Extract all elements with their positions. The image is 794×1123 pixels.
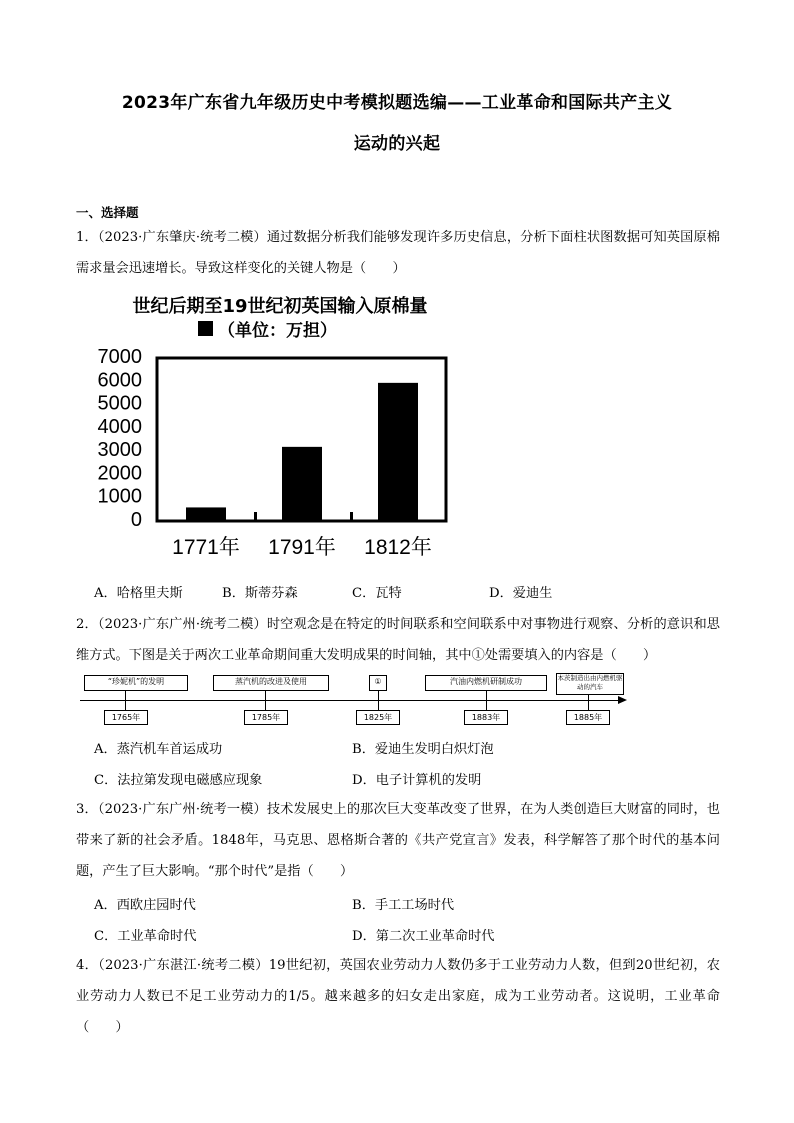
cotton-import-bar-chart xyxy=(80,288,470,568)
q2-option-b[interactable]: B．爱迪生发明白炽灯泡 xyxy=(352,742,494,757)
timeline-connector xyxy=(486,691,487,711)
page-title-line-1: 2023年广东省九年级历史中考模拟题选编——工业革命和国际共产主义 xyxy=(121,93,673,113)
timeline-year-1: 1765年 xyxy=(104,710,148,725)
question-1-text: 1．（2023·广东肇庆·统考二模）通过数据分析我们能够发现许多历史信息，分析下面柱状图数据可知英国原棉需求量会迅速增长。导致这样变化的关键人物是（ ） xyxy=(76,230,720,276)
y-tick-label: 5000 xyxy=(97,392,142,415)
timeline-year-5: 1885年 xyxy=(566,710,610,725)
bar xyxy=(378,383,418,520)
y-tick-label: 2000 xyxy=(97,462,142,485)
x-tick-label: 1771年 xyxy=(172,536,240,559)
category-separator xyxy=(254,512,257,521)
timeline-year-4: 1883年 xyxy=(464,710,508,725)
q2-option-c[interactable]: C．法拉第发现电磁感应现象 xyxy=(94,773,263,788)
y-tick-label: 0 xyxy=(130,509,142,531)
timeline-connector xyxy=(265,691,266,711)
bar xyxy=(186,507,226,520)
question-3-text: 3．（2023·广东广州·统考一模）技术发展史上的那次巨大变革改变了世界，在为人类创造巨大财富的同时，也带来了新的社会矛盾。1848年，马克思、恩格斯合著的《共产党宣言》发表，科学解答了那个时代的基本问题，产生了巨大影响。“那个时代”是指（ ） xyxy=(76,802,720,879)
section-heading-choice: 一、选择题 xyxy=(76,205,139,220)
q3-option-b[interactable]: B．手工工场时代 xyxy=(352,898,455,913)
q1-option-c[interactable]: C．瓦特 xyxy=(352,586,402,601)
q3-option-a[interactable]: A．西欧庄园时代 xyxy=(94,898,196,913)
x-tick-label: 1812年 xyxy=(364,536,432,559)
question-4-text: 4．（2023·广东湛江·统考二模）19世纪初，英国农业劳动力人数仍多于工业劳动力人数，但到20世纪初，农业劳动力人数已不足工业劳动力的1/5。越来越多的妇女走出家庭，成为工业劳动者。这说明，工业革命（ ） xyxy=(76,958,720,1035)
q1-option-b[interactable]: B．斯蒂芬森 xyxy=(222,586,298,601)
question-2-text: 2．（2023·广东广州·统考二模）时空观念是在特定的时间联系和空间联系中对事物进行观察、分析的意识和思维方式。下图是关于两次工业革命期间重大发明成果的时间轴，其中①处需要填入的内容是（ ） xyxy=(76,617,720,663)
y-tick-label: 1000 xyxy=(97,485,142,508)
y-axis-ticks xyxy=(98,346,143,531)
timeline-connector xyxy=(378,691,379,711)
timeline-year-2: 1785年 xyxy=(244,710,288,725)
timeline-axis-line xyxy=(80,700,620,701)
q2-option-d[interactable]: D．电子计算机的发明 xyxy=(352,773,482,788)
legend-swatch xyxy=(198,321,213,336)
y-tick-label: 4000 xyxy=(97,415,142,438)
q3-option-d[interactable]: D．第二次工业革命时代 xyxy=(352,929,495,944)
q1-option-d[interactable]: D．爱迪生 xyxy=(489,586,553,601)
timeline-event-5: 本茨制造出由内燃机驱动的汽车 xyxy=(556,673,624,695)
q3-option-c[interactable]: C．工业革命时代 xyxy=(94,929,197,944)
bars xyxy=(186,383,418,521)
timeline-arrow-icon xyxy=(618,696,627,704)
q1-option-a[interactable]: A．哈格里夫斯 xyxy=(94,586,183,601)
chart-title: 世纪后期至19世纪初英国输入原棉量 xyxy=(132,296,428,317)
timeline-year-3: 1825年 xyxy=(356,710,400,725)
timeline-event-blank: ① xyxy=(369,675,387,691)
bar xyxy=(282,447,322,520)
chart-subtitle: （单位：万担） xyxy=(218,321,337,341)
invention-timeline xyxy=(76,672,636,730)
timeline-connector xyxy=(125,691,126,711)
x-tick-label: 1791年 xyxy=(268,536,336,559)
x-axis-ticks xyxy=(172,536,432,559)
timeline-event-4: 汽油内燃机研制成功 xyxy=(425,675,547,691)
y-tick-label: 6000 xyxy=(97,369,142,392)
timeline-connector xyxy=(588,695,589,711)
q2-option-a[interactable]: A．蒸汽机车首运成功 xyxy=(94,742,223,757)
y-tick-label: 3000 xyxy=(97,439,142,462)
timeline-event-1: “珍妮机”的发明 xyxy=(84,675,188,691)
y-tick-label: 7000 xyxy=(97,346,142,368)
category-separator xyxy=(350,512,353,521)
timeline-event-2: 蒸汽机的改进及使用 xyxy=(213,675,329,691)
page-title-line-2: 运动的兴起 xyxy=(353,134,441,154)
